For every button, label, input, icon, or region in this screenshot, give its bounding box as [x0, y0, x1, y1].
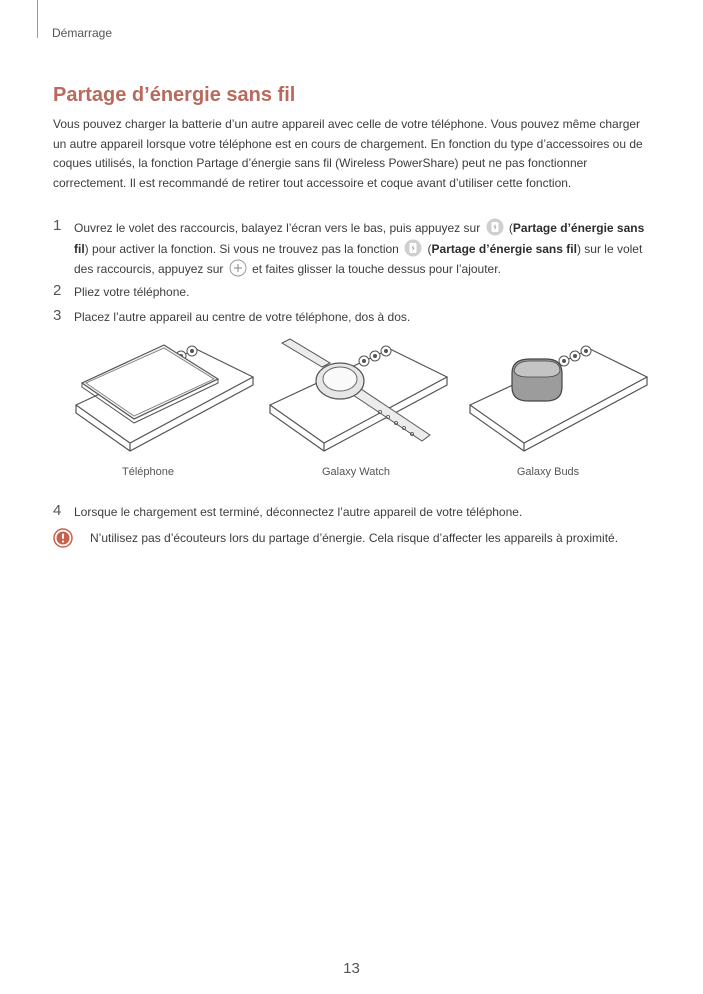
illustration-galaxy-watch — [262, 337, 452, 457]
step-3 — [53, 308, 653, 328]
add-icon — [229, 259, 247, 277]
step-text: Pliez votre téléphone. — [74, 285, 190, 299]
page-title: Partage d’énergie sans fil — [53, 84, 296, 106]
step-1 — [53, 218, 653, 280]
step-number: 2 — [53, 282, 62, 299]
wireless-powershare-icon — [486, 218, 504, 236]
intro-paragraph: Vous pouvez charger la batterie d’un autre appareil avec celle de votre téléphone. Vous pouvez même charger un autre appareil lorsque votre téléphone est en cours de chargement. En fonction du type d’accessoires ou de coques utilisés, la fonction Partage d’énergie sans fil (Wireless PowerShare) peut ne pas fonctionner correctement. Il est recommandé de retirer tout accessoire et coque avant d’utiliser cette fonction. — [53, 117, 643, 190]
step-text: Ouvrez le volet des raccourcis, balayez l’écran vers le bas, puis appuyez sur (Partage d’énergie sans fil) pour activer la fonction. Si vous ne trouvez pas la fonction (Partage d’énergie sans fil) sur le volet des raccourcis, appuyez sur et faites glisser la touche dessus pour l’ajouter. — [74, 218, 649, 280]
illustration-phone — [68, 337, 258, 457]
step-4 — [53, 503, 653, 523]
step-number: 4 — [53, 502, 62, 519]
caption-phone: Téléphone — [122, 466, 174, 478]
warning-icon — [53, 528, 73, 548]
step-2 — [53, 283, 653, 303]
step-text: Lorsque le chargement est terminé, déconnectez l’autre appareil de votre téléphone. — [74, 505, 523, 519]
warning-text: N’utilisez pas d’écouteurs lors du partage d’énergie. Cela risque d’affecter les appareils à proximité. — [90, 531, 619, 545]
caption-galaxy-watch: Galaxy Watch — [321, 466, 391, 478]
header-rule — [37, 0, 38, 38]
illustration-galaxy-buds — [462, 337, 652, 457]
step-text: Placez l’autre appareil au centre de votre téléphone, dos à dos. — [74, 310, 411, 324]
step-number: 3 — [53, 307, 62, 324]
wireless-powershare-icon — [404, 239, 422, 257]
step-number: 1 — [53, 217, 62, 234]
page-number: 13 — [343, 960, 360, 977]
section-header: Démarrage — [52, 26, 113, 40]
caption-galaxy-buds: Galaxy Buds — [516, 466, 580, 478]
